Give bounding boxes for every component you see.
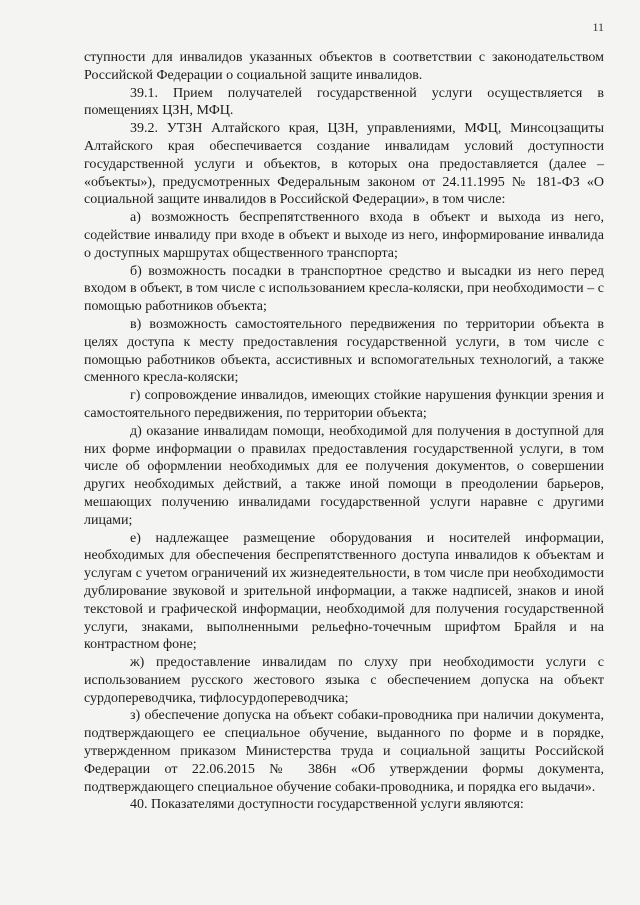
item-a: а) возможность беспрепятственного входа в объект и выхода из него, содействие инвалиду при входе в объект и выходе из него, информирование инвалида о доступных маршрутах общественного транспорта; <box>84 210 604 261</box>
item-v: в) возможность самостоятельного передвижения по территории объекта в целях доступа к месту предоставления государственной услуги, в том числе с помощью работников объекта, ассистивных и вспомогательных технологий, а также сменного кресла-коляски; <box>84 316 604 386</box>
item-z: з) обеспечение допуска на объект собаки-проводника при наличии документа, подтверждающего ее специальное обучение, выданного по форме и в порядке, утвержденном приказом Министерства труда и социальной защиты Российской Федерации от 22.06.2015 № 386н «Об утверждении формы документа, подтверждающего специальное обучение собаки-проводника, и порядка его выдачи». <box>84 708 604 795</box>
document-body <box>84 49 604 814</box>
item-zh: ж) предоставление инвалидам по слуху при необходимости услуги с использованием русского жестового языка с обеспечением допуска на объект сурдопереводчика, тифлосурдопереводчика; <box>84 655 604 706</box>
paragraph-39-1: 39.1. Прием получателей государственной услуги осуществляется в помещениях ЦЗН, МФЦ. <box>84 85 604 119</box>
paragraph-39-2: 39.2. УТЗН Алтайского края, ЦЗН, управлениями, МФЦ, Минсоцзащиты Алтайского края обеспечивается создание инвалидам условий доступности государственной услуги и объектов, в которых она предоставляется (далее – «объекты»), предусмотренных Федеральным законом от 24.11.1995 № 181-ФЗ «О социальной защите инвалидов в Российской Федерации», в том числе: <box>84 121 604 208</box>
item-b: б) возможность посадки в транспортное средство и высадки из него перед входом в объект, в том числе с использованием кресла-коляски, при необходимости – с помощью работников объекта; <box>84 263 604 315</box>
paragraph-continuation: ступности для инвалидов указанных объектов в соответствии с законодательством Российской Федерации о социальной защите инвалидов. <box>84 50 604 83</box>
item-d: д) оказание инвалидам помощи, необходимой для получения в доступной для них форме информации о правилах предоставления государственной услуги, в том числе об оформлении необходимых для ее получения документов, о совершении других необходимых действий, а также иной помощи в преодолении барьеров, мешающих получению инвалидами государственной услуги наравне с другими лицами; <box>84 423 604 528</box>
item-e: е) надлежащее размещение оборудования и носителей информации, необходимых для обеспечения беспрепятственного доступа инвалидов к объектам и услугам с учетом ограничений их жизнедеятельности, в том числе при необходимости дублирование звуковой и зрительной информации, а также надписей, знаков и иной текстовой и графической информации, необходимой для получения государственной услуги, знаками, выполненными рельефно-точечным шрифтом Брайля и на контрастном фоне; <box>84 530 604 653</box>
page-number: 11 <box>592 20 604 34</box>
paragraph-40: 40. Показателями доступности государственной услуги являются: <box>130 797 524 813</box>
item-g: г) сопровождение инвалидов, имеющих стойкие нарушения функции зрения и самостоятельного передвижения, по территории объекта; <box>84 388 604 421</box>
